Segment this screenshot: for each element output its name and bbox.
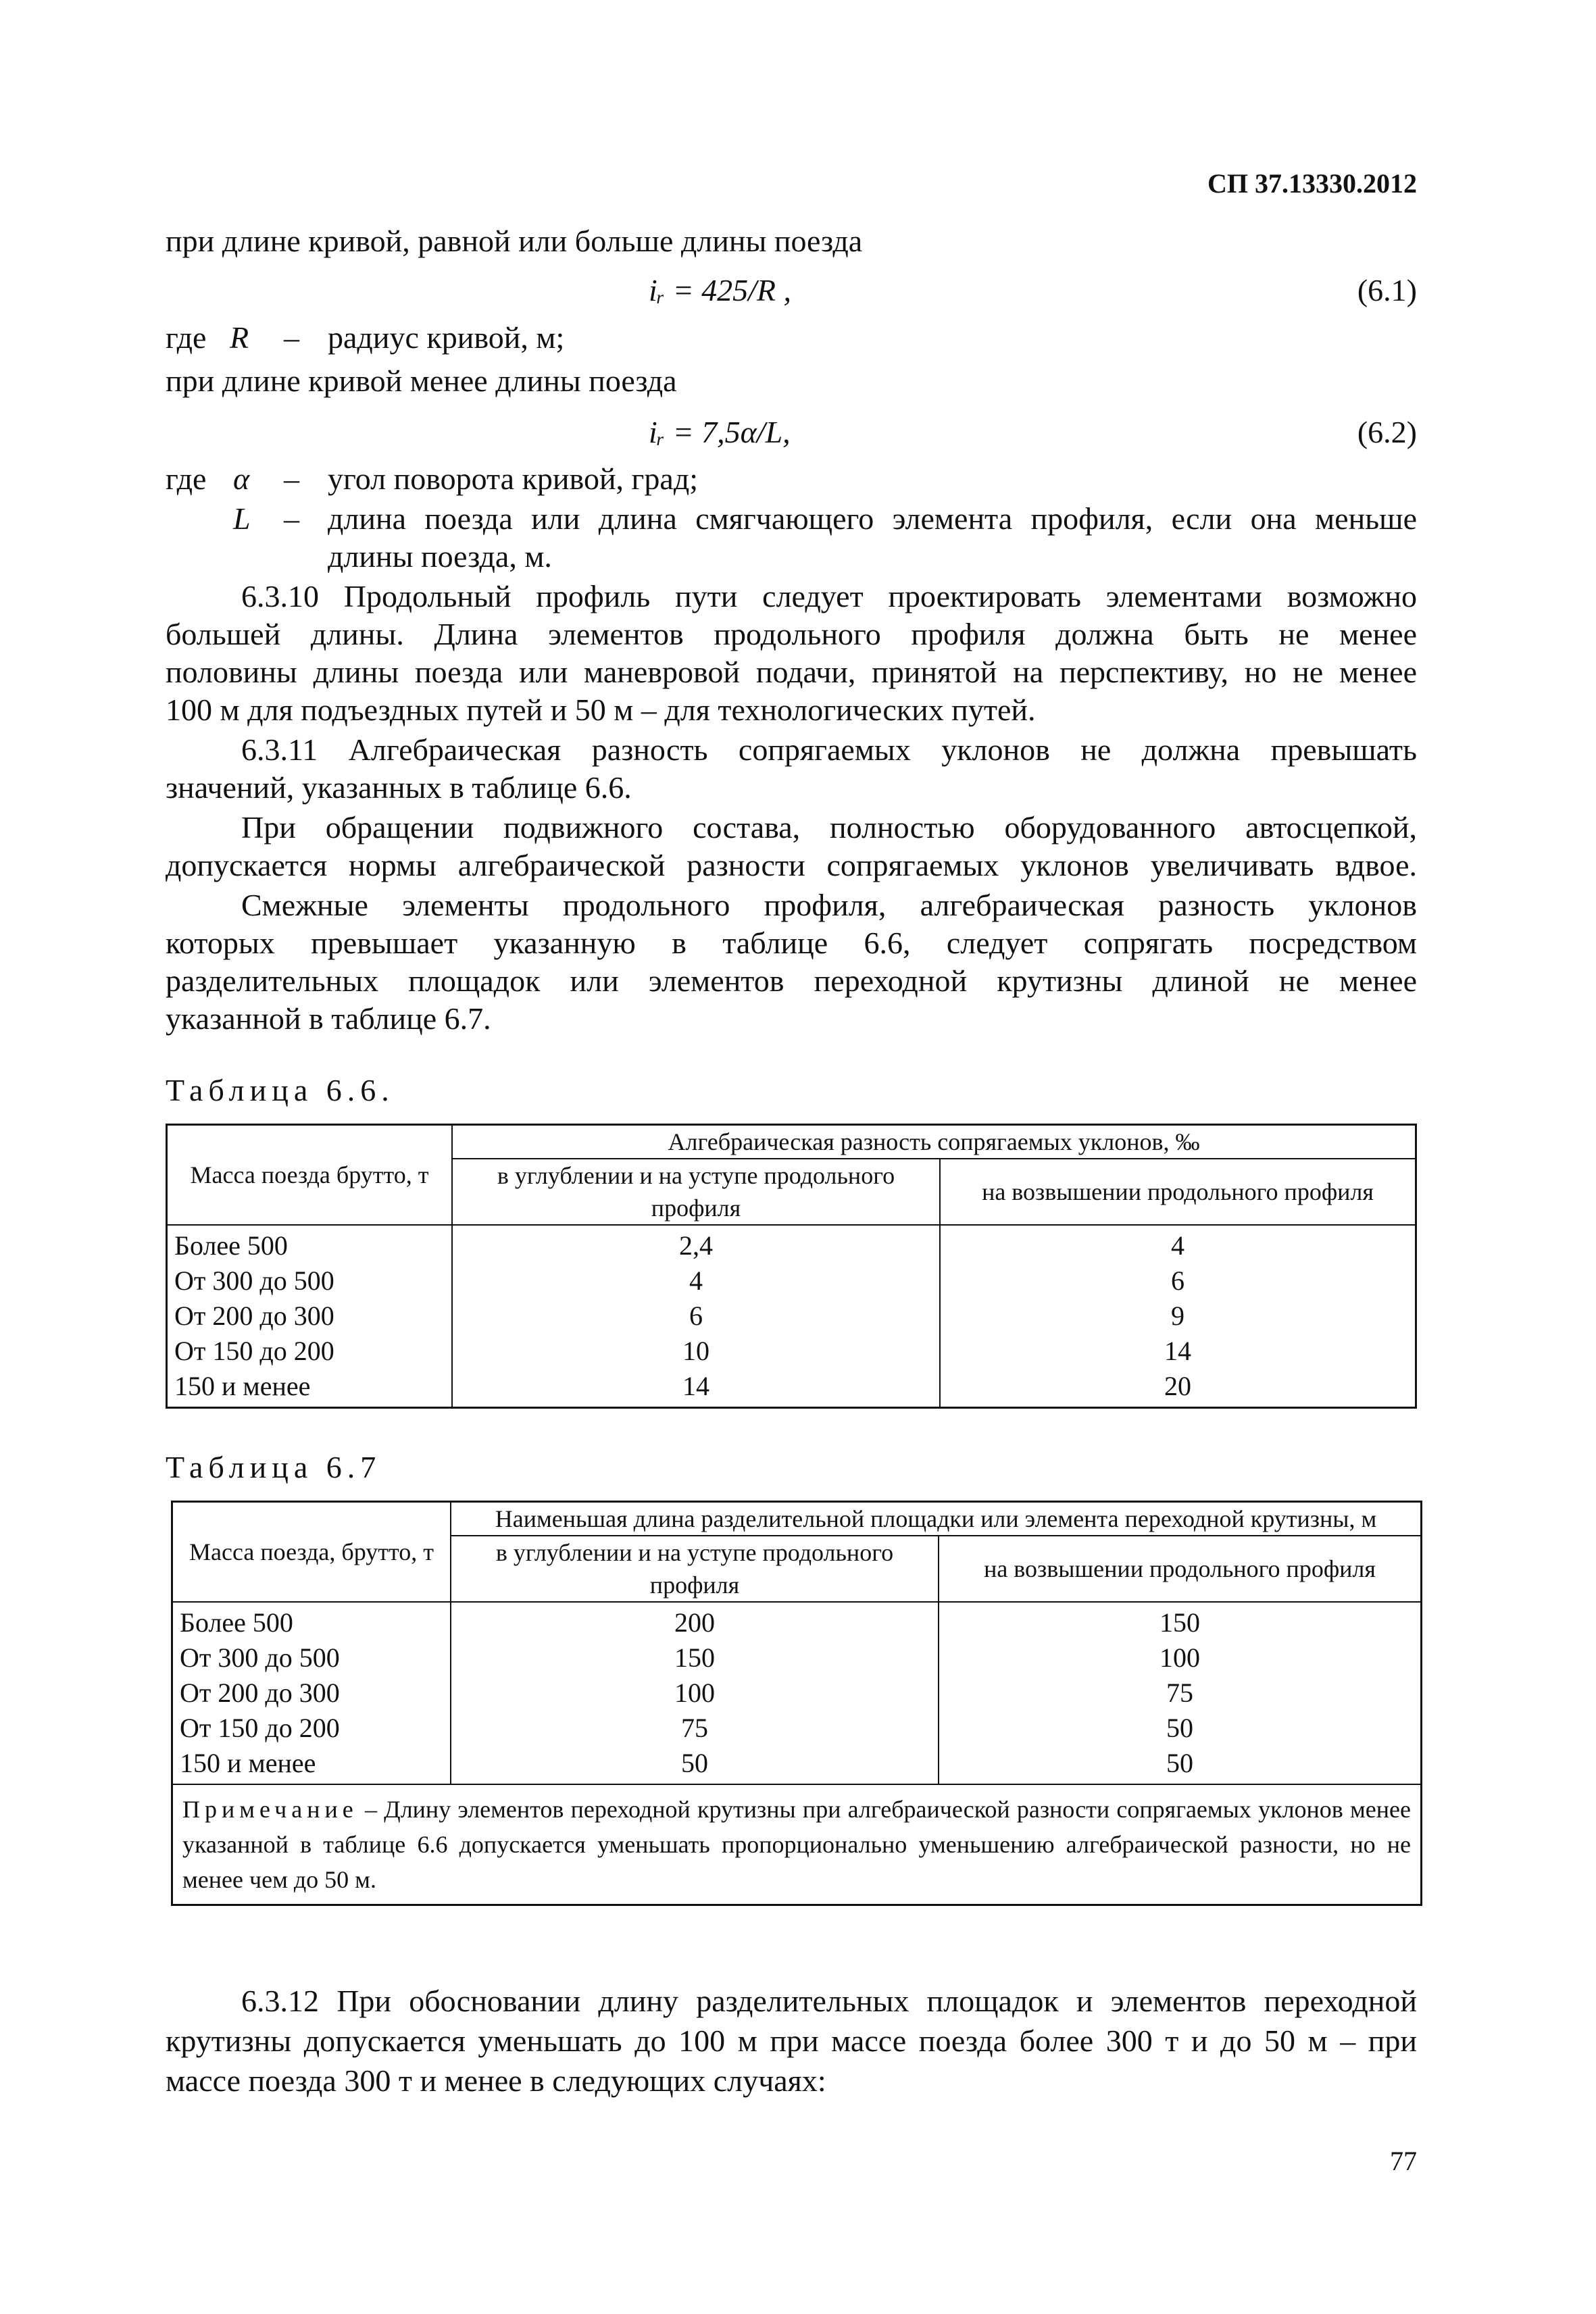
table-6-7-caption: Таблица 6.7: [166, 1450, 382, 1484]
table-row: Более 500 200 150: [172, 1602, 1422, 1640]
note-text: – Длину элементов переходной крутизны при алгебраической разности сопрягаемых уклонов менее указанной в таблице 6.6 допускается уменьшать пропорционально уменьшению алгебраической разности, но не менее чем до 50 м.: [182, 1796, 1411, 1893]
column-header: Масса поезда брутто, т: [167, 1125, 453, 1226]
column-group-header: Алгебраическая разность сопрягаемых уклонов, ‰: [452, 1125, 1416, 1159]
table-6-6-caption: Таблица 6.6.: [166, 1073, 395, 1107]
column-header: в углублении и на уступе продольного профиля: [451, 1536, 939, 1602]
formula-6-2: iᵣ = 7,5α/L,: [649, 415, 791, 449]
paragraph-line: допускается нормы алгебраической разности сопрягаемых уклонов увеличивать вдвое.: [166, 848, 1417, 882]
paragraph-line: указанной в таблице 6.7.: [166, 1001, 491, 1036]
table-row: От 300 до 500 150 100: [172, 1640, 1422, 1676]
column-header: Масса поезда, брутто, т: [172, 1502, 451, 1603]
table-6-7: [171, 1501, 1422, 1906]
definition-dash: –: [284, 320, 299, 355]
where-prefix: где: [166, 320, 207, 355]
column-header: на возвышении продольного профиля: [940, 1159, 1416, 1225]
table-row: От 200 до 300 6 9: [167, 1299, 1416, 1334]
symbol-alpha: α: [233, 461, 250, 496]
table-6-6: [166, 1124, 1417, 1409]
paragraph-line: При обращении подвижного состава, полностью оборудованного автосцепкой,: [241, 810, 1417, 845]
paragraph-line: разделительных площадок или элементов переходной крутизны длиной не менее: [166, 963, 1417, 998]
paragraph-line: значений, указанных в таблице 6.6.: [166, 770, 632, 805]
column-group-header: Наименьшая длина разделительной площадки или элемента переходной крутизны, м: [451, 1502, 1422, 1536]
symbol-L: L: [233, 501, 251, 536]
paragraph-line: Смежные элементы продольного профиля, алгебраическая разность уклонов: [241, 888, 1417, 922]
paragraph-line: большей длины. Длина элементов продольного профиля должна быть не менее: [166, 617, 1417, 651]
definition-text: радиус кривой, м;: [328, 320, 565, 355]
column-header: в углублении и на уступе продольного профиля: [452, 1159, 940, 1225]
definition-text: длина поезда или длина смягчающего элемента профиля, если она меньше: [328, 501, 1417, 536]
definition-dash: –: [284, 461, 299, 496]
page-number: 77: [1390, 2146, 1417, 2176]
formula-6-1: iᵣ = 425/R ,: [649, 273, 792, 307]
paragraph-6-3-12: 6.3.12 При обосновании длину разделительных площадок и элементов переходной: [241, 1984, 1417, 2018]
definition-text: угол поворота кривой, град;: [328, 461, 699, 496]
equation-number: (6.1): [1357, 273, 1417, 307]
table-row: От 150 до 200 75 50: [172, 1711, 1422, 1746]
paragraph-line: половины длины поезда или маневровой подачи, принятой на перспективу, но не менее: [166, 655, 1417, 689]
note-label: Примечание: [182, 1796, 358, 1823]
symbol-R: R: [230, 320, 249, 355]
paragraph-6-3-10: 6.3.10 Продольный профиль пути следует проектировать элементами возможно: [241, 579, 1417, 613]
table-row: 150 и менее 50 50: [172, 1746, 1422, 1784]
column-header: на возвышении продольного профиля: [939, 1536, 1422, 1602]
definition-dash: –: [284, 501, 299, 536]
table-row: От 300 до 500 4 6: [167, 1263, 1416, 1299]
table-note-row: [172, 1784, 1422, 1905]
table-note: [172, 1784, 1422, 1905]
document-code: СП 37.13330.2012: [1207, 168, 1417, 199]
text-line: при длине кривой, равной или больше длины поезда: [166, 224, 863, 258]
paragraph-line: крутизны допускается уменьшать до 100 м при массе поезда более 300 т и до 50 м – при: [166, 2023, 1417, 2058]
paragraph-line: которых превышает указанную в таблице 6.6, следует сопрягать посредством: [166, 926, 1417, 960]
table-row: 150 и менее 14 20: [167, 1369, 1416, 1408]
where-prefix: где: [166, 461, 207, 496]
paragraph-line: 100 м для подъездных путей и 50 м – для технологических путей.: [166, 693, 1036, 727]
definition-text: длины поезда, м.: [328, 539, 552, 574]
table-row: От 200 до 300 100 75: [172, 1676, 1422, 1711]
paragraph-line: массе поезда 300 т и менее в следующих случаях:: [166, 2063, 826, 2098]
table-row: От 150 до 200 10 14: [167, 1334, 1416, 1369]
text-line: при длине кривой менее длины поезда: [166, 363, 677, 398]
equation-number: (6.2): [1357, 415, 1417, 449]
table-row: Более 500 2,4 4: [167, 1225, 1416, 1263]
paragraph-6-3-11: 6.3.11 Алгебраическая разность сопрягаемых уклонов не должна превышать: [241, 732, 1417, 767]
